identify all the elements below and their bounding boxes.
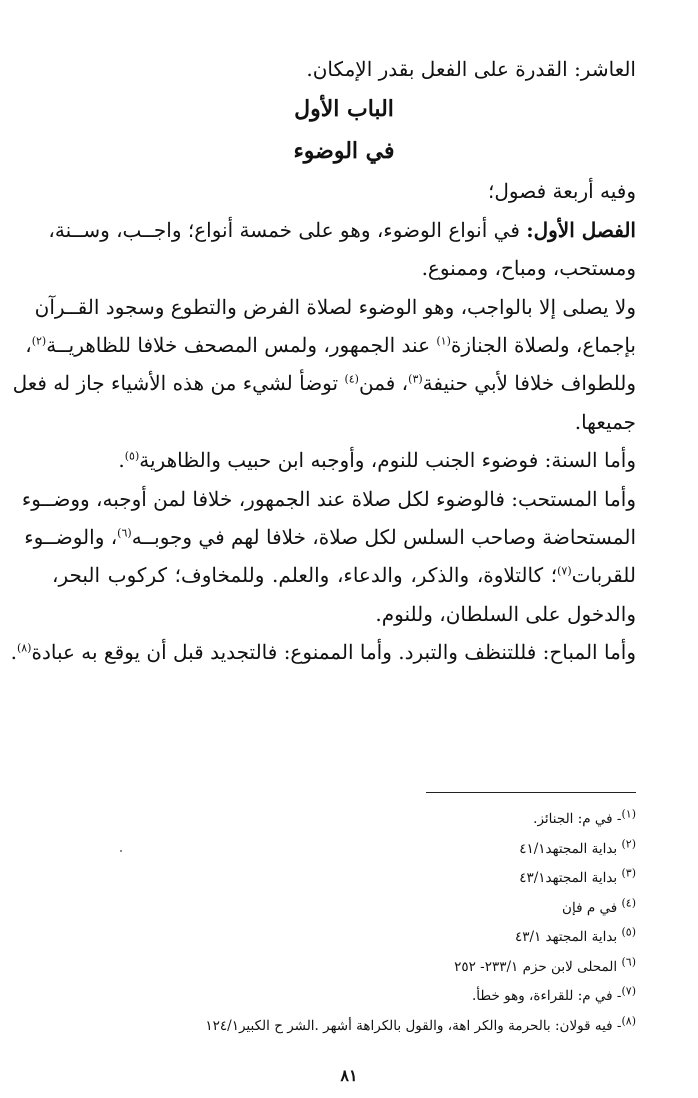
scan-speck — [120, 850, 122, 852]
footnote-text: - في م: للقراءة، وهو خطأ. — [472, 988, 622, 1004]
wajib-line3 — [12, 364, 636, 402]
footnote-text: في م فإن — [562, 899, 618, 916]
mustahab-line2-b: ، والوضــوء — [24, 525, 118, 550]
mubah-end: . — [10, 640, 17, 665]
sections-intro: وفيه أربعة فصول؛ — [488, 179, 636, 204]
wajib-line1: ولا يصلى إلا بالواجب، وهو الوضوء لصلاة الفرض والتطوع وسجود القــرآن — [34, 294, 636, 319]
footnote-item — [52, 1012, 636, 1042]
chapter-subtitle: في الوضوء — [293, 138, 395, 165]
footnote-ref-3: (٣) — [408, 372, 423, 386]
footnote-item — [52, 864, 636, 894]
sunna-text: وأما السنة: فوضوء الجنب للنوم، وأوجبه ابن حبيب والظاهرية — [139, 448, 636, 473]
intro-line: العاشر: القدرة على الفعل بقدر الإمكان. — [306, 57, 636, 81]
footnote-number: (١) — [621, 807, 636, 821]
footnote-text: المحلى لابن حزم ٢٣٣/١- ٢٥٢ — [454, 958, 618, 975]
mustahab-line2 — [24, 518, 636, 556]
footnote-number: (٦) — [621, 955, 636, 968]
mustahab-line3 — [52, 556, 636, 594]
section1-line1-text: في أنواع الوضوء، وهو على خمسة أنواع؛ واجــب، وســنة، — [48, 217, 520, 242]
footnote-ref-1: (١) — [436, 334, 451, 348]
footnote-ref-8: (٨) — [16, 641, 32, 655]
footnote-text: - في م: الجنائز. — [533, 811, 622, 827]
footnote-number: (٨) — [621, 1014, 636, 1027]
footnote-ref-2: (٢) — [31, 334, 47, 348]
footnote-text: بداية المجتهد٤١/١ — [519, 840, 618, 857]
footnote-text: - فيه قولان: بالحرمة والكر اهة، والقول بالكراهة أشهر .الشر ح الكبير١٢٤/١ — [205, 1017, 622, 1034]
footnote-number: (٥) — [621, 925, 636, 939]
mustahab-line3-a: للقربات — [571, 563, 636, 588]
page-number: ٨١ — [340, 1066, 358, 1085]
footnote-item — [52, 805, 636, 835]
footnote-number: (٤) — [621, 896, 636, 909]
footnote-text: بداية المجتهد ٤٣/١ — [514, 929, 618, 945]
mustahab-line1: وأما المستحب: فالوضوء لكل صلاة عند الجمهور، خلافا لمن أوجبه، ووضــوء — [21, 486, 636, 511]
footnote-item — [52, 894, 636, 924]
footnote-number: (٣) — [621, 866, 636, 880]
sunna-end: . — [118, 448, 125, 473]
footnote-ref-6: (٦) — [117, 526, 132, 540]
mustahab-line4: والدخول على السلطان، وللنوم. — [375, 601, 636, 626]
footnote-item — [52, 835, 636, 865]
paragraph-mubah — [10, 633, 636, 671]
wajib-line3-b: ، فمن — [358, 371, 409, 396]
section1-label: الفصل الأول: — [526, 217, 636, 242]
mubah-text: وأما المباح: فللتنظف والتبرد. وأما الممنوع: فالتجديد قبل أن يوقع به عبادة — [31, 640, 636, 665]
wajib-line2-a: بإجماع، ولصلاة الجنازة — [450, 333, 636, 358]
mubah-line — [10, 633, 636, 671]
section1-line2: ومستحب، ومباح، وممنوع. — [421, 256, 636, 281]
paragraph-section1 — [48, 211, 636, 288]
sunna-line — [52, 441, 636, 479]
section1-line1 — [48, 211, 636, 249]
paragraph-mustahab — [21, 480, 636, 634]
paragraph-wajib — [12, 288, 636, 442]
wajib-line3-a: وللطواف خلافا لأبي حنيفة — [422, 371, 636, 396]
footnote-item — [52, 982, 636, 1012]
main-text — [10, 50, 636, 672]
mustahab-line3-b: ؛ كالتلاوة، والذكر، والدعاء، والعلم. وللمخاوف؛ كركوب البحر، — [52, 563, 558, 588]
footnote-ref-7: (٧) — [557, 564, 572, 578]
footnotes-list — [52, 805, 636, 1041]
footnote-ref-5: (٥) — [124, 449, 140, 463]
wajib-line4: جميعها. — [574, 409, 636, 434]
footnote-separator — [426, 792, 636, 793]
footnote-item — [52, 923, 636, 953]
paragraph-sunna — [52, 441, 636, 479]
footnote-ref-4: (٤) — [344, 372, 359, 386]
wajib-line2 — [25, 326, 636, 364]
chapter-title: الباب الأول — [294, 96, 394, 123]
wajib-line2-c: ، — [25, 333, 32, 358]
footnote-number: (٧) — [621, 984, 636, 998]
mustahab-line2-a: المستحاضة وصاحب السلس لكل صلاة، خلافا لهم في وجوبــه — [131, 525, 636, 550]
footnote-number: (٢) — [621, 837, 636, 850]
footnote-text: بداية المجتهد٤٣/١ — [519, 870, 618, 886]
footnote-item — [52, 953, 636, 983]
wajib-line2-b: عند الجمهور، ولمس المصحف خلافا للظاهريــة — [46, 333, 437, 358]
wajib-line3-c: توضأ لشيء من هذه الأشياء جاز له فعل — [12, 371, 345, 396]
